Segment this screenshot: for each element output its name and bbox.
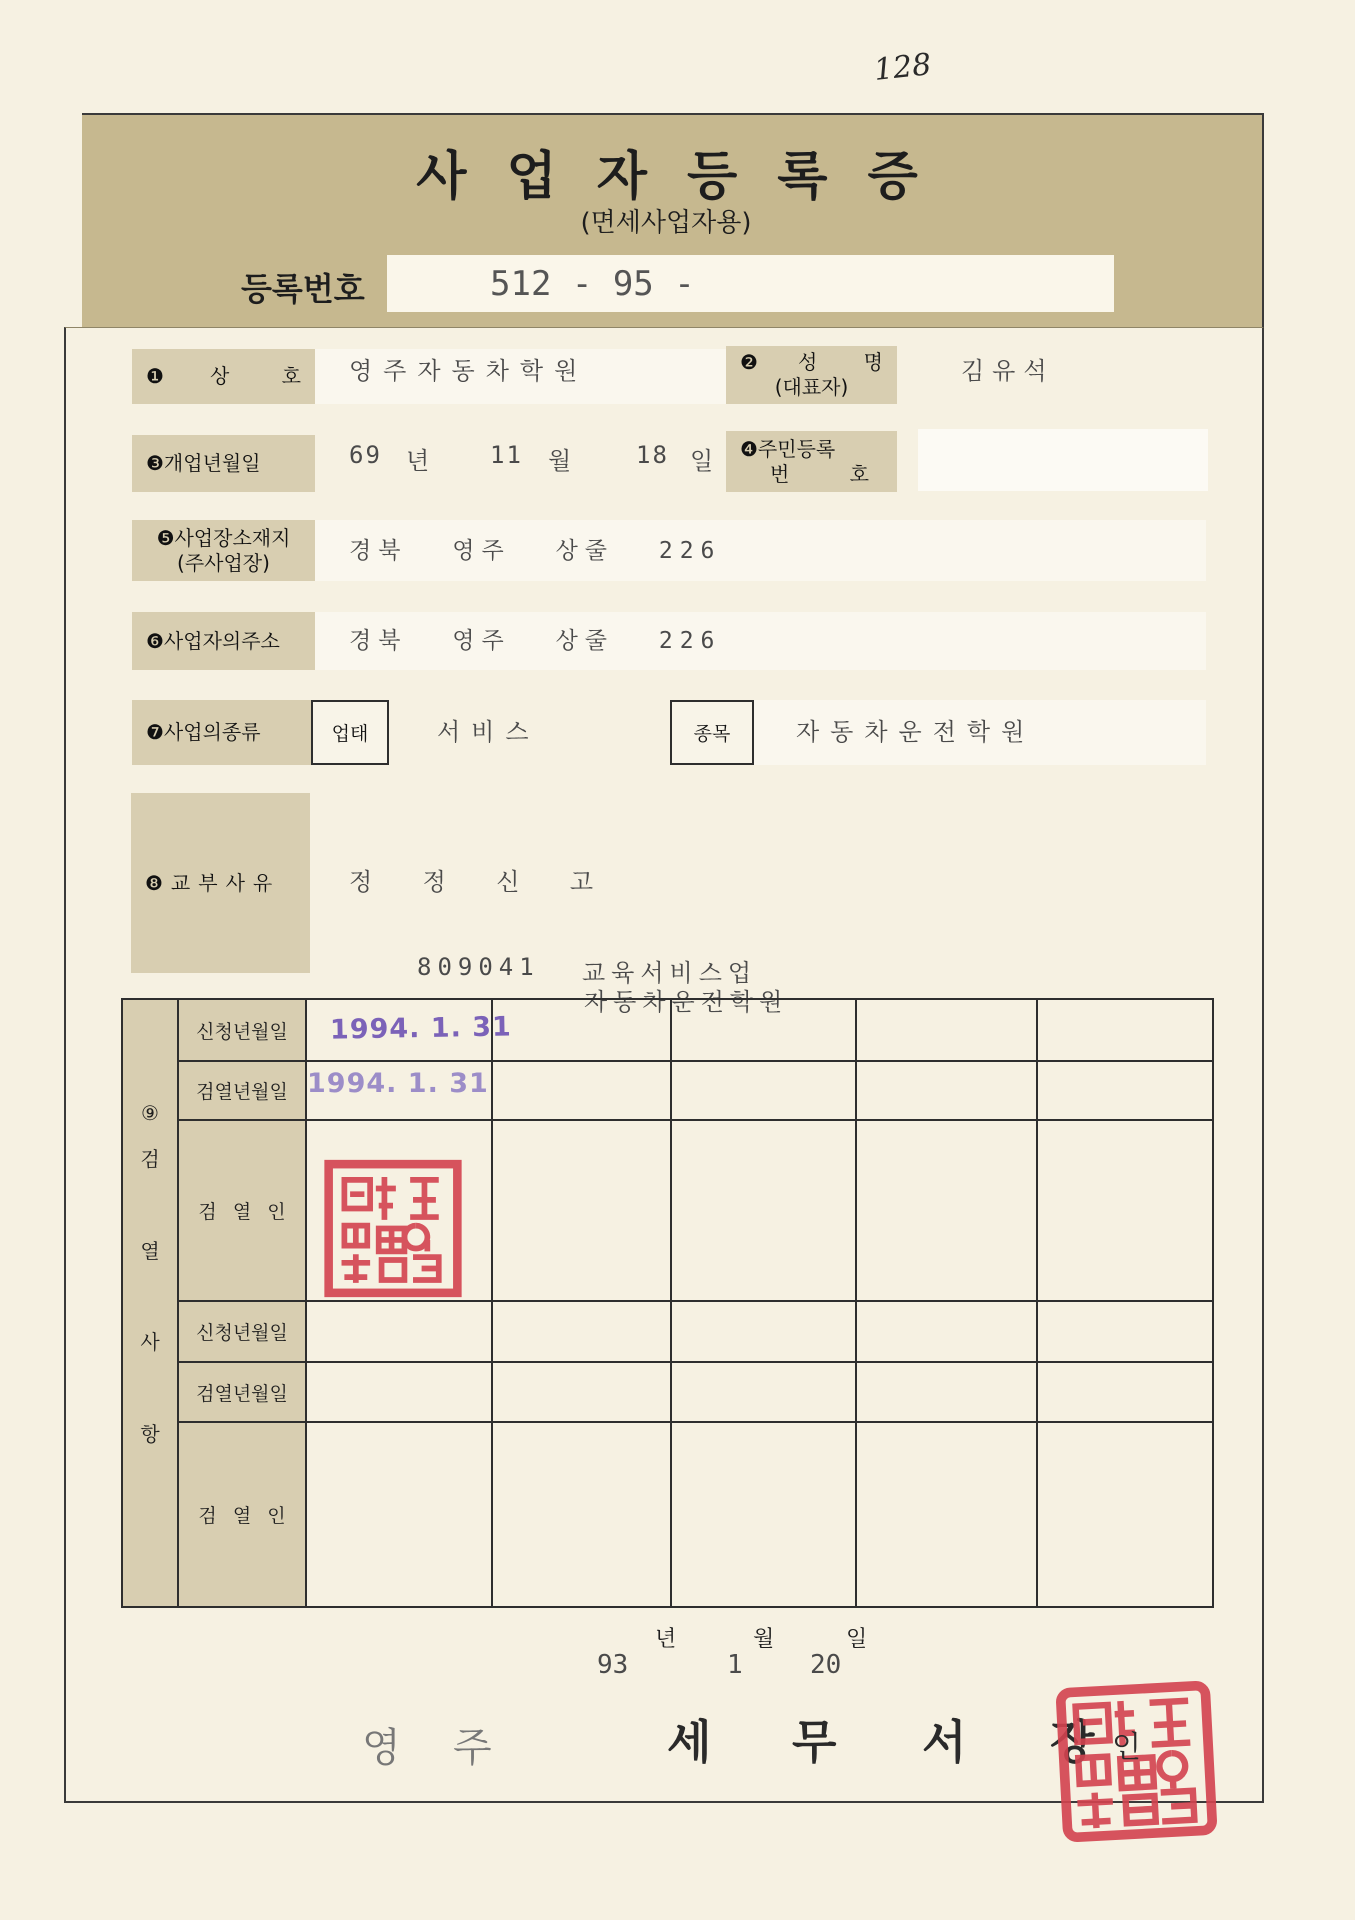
table-cell bbox=[1037, 1362, 1213, 1422]
opening-month: 11 bbox=[490, 441, 523, 469]
opening-year: 69 bbox=[349, 441, 382, 469]
table-row bbox=[122, 1301, 1213, 1362]
representative-value: 김유석 bbox=[961, 357, 1055, 385]
table-cell bbox=[1037, 999, 1213, 1061]
trade-name-value: 영주자동차학원 bbox=[349, 357, 589, 385]
opening-month-unit: 월 bbox=[548, 447, 574, 475]
business-category-label: 업태 bbox=[311, 700, 389, 765]
inspection-section-label-cell bbox=[122, 999, 178, 1607]
issuer-title-char: 무 bbox=[792, 1715, 837, 1769]
application-date-stamp: 1994. 1. 31 bbox=[329, 1011, 513, 1046]
table-cell bbox=[856, 1301, 1037, 1362]
table-row bbox=[122, 1362, 1213, 1422]
registration-number-field bbox=[387, 255, 1114, 312]
table-cell bbox=[306, 1422, 492, 1607]
resident-number-redaction bbox=[918, 429, 1208, 491]
inspection-date-stamp: 1994. 1. 31 bbox=[307, 1068, 489, 1099]
inspection-section-char: 열 bbox=[140, 1239, 160, 1263]
row-label-application-date: 신청년월일 bbox=[178, 1301, 306, 1362]
table-cell bbox=[671, 1362, 856, 1422]
inspector-seal bbox=[318, 1157, 468, 1300]
table-cell bbox=[856, 1061, 1037, 1120]
table-cell bbox=[492, 1061, 671, 1120]
issue-year: 93 bbox=[597, 1650, 629, 1680]
seal-mark-label: 인 bbox=[1112, 1730, 1141, 1765]
table-cell bbox=[1037, 1301, 1213, 1362]
business-location-label-box bbox=[132, 520, 315, 581]
trade-name-label: ❶상 호 bbox=[146, 364, 301, 388]
table-cell bbox=[856, 999, 1037, 1061]
inspection-section-label bbox=[123, 1000, 177, 1447]
table-cell bbox=[492, 999, 671, 1061]
resident-number-label-sub: 번 호 bbox=[770, 461, 869, 486]
table-cell bbox=[492, 1120, 671, 1301]
issue-day-unit: 일 bbox=[846, 1627, 868, 1652]
resident-number-label: ❹주민등록 bbox=[740, 436, 836, 461]
table-cell bbox=[671, 1422, 856, 1607]
business-location-value: 경북 영주 상줄 226 bbox=[349, 538, 722, 564]
opening-year-unit: 년 bbox=[406, 447, 432, 475]
trade-name-label-box bbox=[132, 349, 315, 404]
issue-year-unit: 년 bbox=[655, 1627, 677, 1652]
table-cell bbox=[856, 1362, 1037, 1422]
table-cell bbox=[492, 1422, 671, 1607]
owner-address-label: ❻사업자의주소 bbox=[146, 628, 280, 653]
document-title: 사업자등록증 bbox=[416, 147, 958, 207]
issuer-place-char: 주 bbox=[453, 1725, 492, 1771]
table-cell bbox=[671, 1301, 856, 1362]
inspection-table bbox=[121, 998, 1214, 1608]
issue-month-unit: 월 bbox=[753, 1627, 775, 1652]
owner-address-value: 경북 영주 상줄 226 bbox=[349, 628, 722, 654]
business-item-label: 종목 bbox=[670, 700, 754, 765]
opening-date-label: ❸개업년월일 bbox=[146, 451, 261, 475]
table-cell bbox=[856, 1422, 1037, 1607]
table-cell bbox=[492, 1301, 671, 1362]
opening-day-unit: 일 bbox=[690, 447, 716, 475]
issue-day: 20 bbox=[810, 1650, 842, 1680]
representative-label-box bbox=[726, 346, 897, 404]
business-location-label: ❺사업장소재지 bbox=[156, 525, 291, 550]
row-label-inspector: 검 열 인 bbox=[178, 1422, 306, 1607]
industry-code: 809041 bbox=[417, 953, 540, 981]
registration-number-label: 등록번호 bbox=[241, 270, 365, 308]
business-type-label: ❼사업의종류 bbox=[146, 720, 261, 744]
owner-address-label-box bbox=[132, 612, 315, 670]
table-cell bbox=[1037, 1061, 1213, 1120]
inspection-section-char: 검 bbox=[140, 1147, 160, 1171]
table-cell bbox=[306, 1301, 492, 1362]
row-label-application-date: 신청년월일 bbox=[178, 999, 306, 1061]
table-row bbox=[122, 1061, 1213, 1120]
row-label-inspection-date: 검열년월일 bbox=[178, 1061, 306, 1120]
table-row bbox=[122, 999, 1213, 1061]
row-label-inspector: 검 열 인 bbox=[178, 1120, 306, 1301]
industry-item: 자동차운전학원 bbox=[584, 988, 789, 1016]
handwritten-page-number: 128 bbox=[872, 47, 933, 88]
issuer-place-char: 영 bbox=[362, 1725, 401, 1771]
table-cell bbox=[671, 1061, 856, 1120]
table-cell bbox=[671, 999, 856, 1061]
table-cell bbox=[1037, 1422, 1213, 1607]
opening-date-label-box bbox=[132, 435, 315, 492]
opening-day: 18 bbox=[636, 441, 669, 469]
business-item-value: 자동차운전학원 bbox=[796, 718, 1036, 746]
industry-name: 교육서비스업 bbox=[582, 959, 758, 987]
inspection-section-char: 사 bbox=[140, 1330, 160, 1354]
issue-reason-label-box bbox=[131, 793, 310, 973]
business-category-value: 서비스 bbox=[437, 718, 540, 746]
inspection-section-char: 항 bbox=[140, 1422, 160, 1446]
issuer-title-char: 세 bbox=[667, 1715, 712, 1769]
table-cell bbox=[671, 1120, 856, 1301]
registration-number-value: 512 - 95 - bbox=[490, 264, 695, 304]
issue-month: 1 bbox=[727, 1650, 743, 1680]
table-cell bbox=[306, 1362, 492, 1422]
business-location-label-sub: (주사업장) bbox=[177, 550, 270, 575]
business-type-label-box bbox=[132, 700, 311, 765]
representative-label: ❷성 명 bbox=[740, 350, 883, 374]
representative-label-sub: (대표자) bbox=[774, 375, 849, 399]
document-subtitle: (면세사업자용) bbox=[580, 208, 752, 238]
table-cell bbox=[1037, 1120, 1213, 1301]
issue-reason-label: ❽교부사유 bbox=[145, 870, 281, 895]
issuer-title-char: 장 bbox=[1050, 1715, 1095, 1769]
table-row bbox=[122, 1422, 1213, 1607]
issuer-title-char: 서 bbox=[922, 1715, 967, 1769]
table-row bbox=[122, 1120, 1213, 1301]
table-cell bbox=[856, 1120, 1037, 1301]
issue-reason-value: 정 정 신 고 bbox=[349, 868, 602, 896]
resident-number-label-box bbox=[726, 431, 897, 492]
row-label-inspection-date: 검열년월일 bbox=[178, 1362, 306, 1422]
inspection-section-number: ⑨ bbox=[141, 1101, 159, 1125]
table-cell bbox=[492, 1362, 671, 1422]
